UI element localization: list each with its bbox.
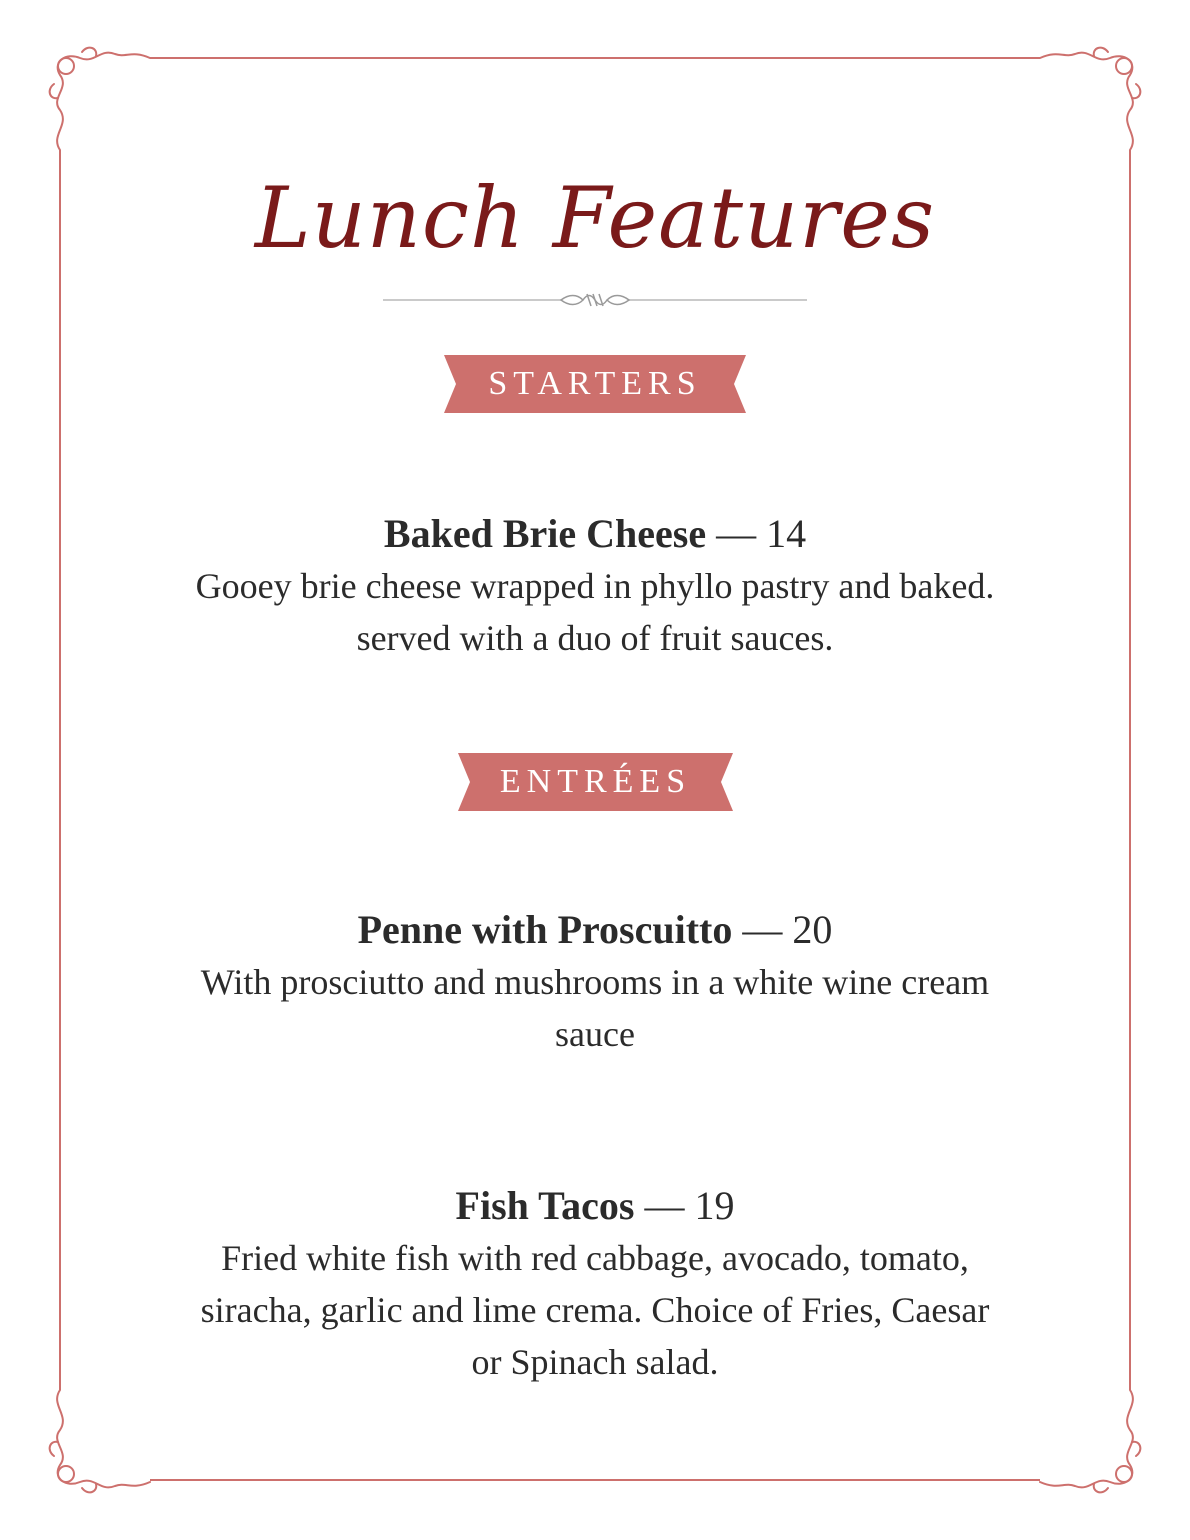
page-title: Lunch Features: [254, 169, 936, 267]
section-label: ENTRÉES: [499, 763, 692, 800]
section-banner-starters: [444, 355, 746, 413]
menu-item-dash: —: [644, 1183, 685, 1228]
menu-item-name: Penne with Proscuitto: [357, 907, 733, 952]
menu-item-description: Fried white fish with red cabbage, avocado, tomato, siracha, garlic and lime crema. Choice of Fries, Caesar or Spinach salad.: [200, 1238, 990, 1382]
section-label: STARTERS: [488, 365, 702, 402]
scroll-flourish-icon: [50, 48, 150, 150]
scroll-flourish-icon: [50, 1390, 150, 1492]
menu-item-heading: [100, 508, 1090, 560]
menu-item-name: Fish Tacos: [455, 1183, 635, 1228]
scroll-flourish-icon: [1040, 48, 1140, 150]
menu-item-price: 19: [694, 1183, 735, 1228]
menu-item-price: 14: [766, 511, 807, 556]
menu-item-heading: [100, 904, 1090, 956]
menu-item-dash: —: [742, 907, 783, 952]
menu-item-price: 20: [792, 907, 833, 952]
menu-item-description: With prosciutto and mushrooms in a white wine cream sauce: [200, 962, 990, 1054]
menu-item-dash: —: [716, 511, 757, 556]
menu-item: [100, 1180, 1090, 1388]
menu-item: [100, 904, 1090, 1060]
menu-item-name: Baked Brie Cheese: [383, 511, 707, 556]
flourish-divider-icon: [383, 288, 807, 312]
menu-item-description: Gooey brie cheese wrapped in phyllo pastry and baked. served with a duo of fruit sauces.: [195, 566, 995, 658]
scroll-flourish-icon: [1040, 1390, 1140, 1492]
menu-item: [100, 508, 1090, 664]
section-banner-entrees: [458, 753, 733, 811]
menu-item-heading: [100, 1180, 1090, 1232]
